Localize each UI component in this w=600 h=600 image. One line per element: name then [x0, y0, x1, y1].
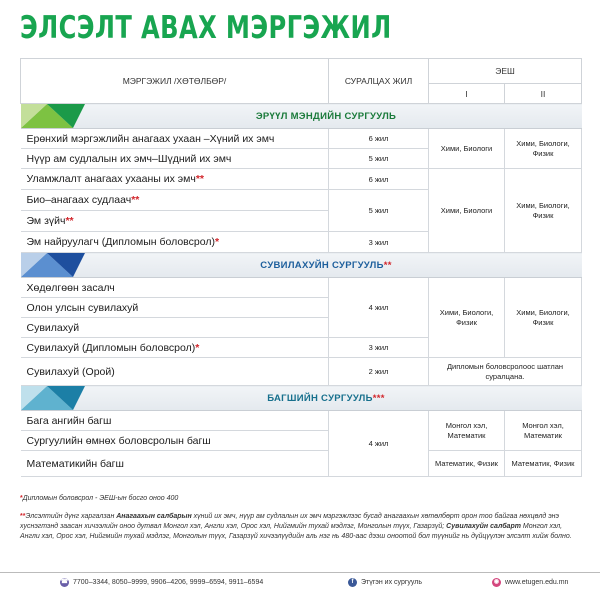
section-teacher-header: [21, 386, 582, 411]
exam2-cell: Хими, Биологи, Физик: [505, 129, 582, 169]
evening-exam-note: Дипломын боловсролоос шатлан суралцана.: [429, 358, 582, 386]
section-decoration-icon: [21, 104, 93, 128]
program-name: Хөдөлгөөн засалч: [26, 281, 115, 294]
program-name: Нүүр ам судлалын их эмч–Шүдний их эмч: [26, 152, 232, 165]
program-name: Эм найруулагч (Дипломын боловсрол): [26, 236, 215, 248]
table-row: [21, 169, 582, 190]
program-name: Олон улсын сувилахуй: [26, 301, 139, 314]
footnote-marker: *: [195, 341, 200, 354]
program-years: 5 жил: [329, 149, 429, 169]
footer-facebook[interactable]: [348, 578, 422, 587]
footnote-marker: *: [214, 236, 220, 248]
exam2-cell: Хими, Биологи, Физик: [505, 278, 582, 358]
footnote-marker: **: [131, 194, 140, 206]
program-name: Сувилахуй: [26, 321, 80, 334]
footnote-2-text-e: Монгол хэл, Англи хэл, Орос хэл, Нийгмийн тухай мэдлэг, Монголын түүх, Газарзүй хичээлүүдийн аль нэг нь 480-аас дээш оноотой бол түүнийг нь дүйцүүлэн элсэлт хийж болно.: [20, 523, 572, 540]
table-row: [21, 278, 582, 298]
section-health-title: ЭРҮҮЛ МЭНДИЙН СУРГУУЛЬ: [255, 110, 397, 122]
section-nursing-header: [21, 253, 582, 278]
table-row: [21, 451, 582, 477]
program-name: Уламжлалт анагаах ухааны их эмч: [26, 173, 196, 185]
footnote-2-text-c: хүний их эмч, нүүр ам судлалын их эмч мэргэжлээс бусад анагаахын хөтөлбөрт орон тоо байгаа нөхцөлд энэ хуснэгтэнд заасан хичээлийн оноо дутвал Монгол хэл, Англи хэл, Орос хэл, Нийгмийн тухай мэдлэг, Монголын түүх, Газарзүй;: [20, 513, 559, 530]
table-row: [21, 411, 582, 431]
exam1-cell: Хими, Биологи: [429, 129, 505, 169]
footer-phone-text: 7700–3344, 8050–9999, 9906–4206, 9999–6594, 9911–6594: [73, 579, 264, 586]
program-years: 5 жил: [329, 190, 429, 232]
footnote-marker: *: [20, 495, 23, 502]
exam1-cell: Монгол хэл, Математик: [429, 411, 505, 451]
exam1-cell: Математик, Физик: [429, 451, 505, 477]
program-name: Математикийн багш: [26, 457, 124, 470]
header-exam-2: II: [505, 84, 582, 104]
exam2-cell: Хими, Биологи, Физик: [505, 169, 582, 253]
section-health-header: [21, 104, 582, 129]
footnote-1-text: Дипломын боловсрол - ЭЕШ-ын босго оноо 400: [22, 495, 179, 502]
facebook-icon: f: [348, 578, 357, 587]
program-years: 2 жил: [329, 358, 429, 386]
section-decoration-icon: [21, 386, 93, 410]
program-name: Ерөнхий мэргэжлийн анагаах ухаан –Хүний их эмч: [26, 132, 275, 145]
table-row: [21, 129, 582, 149]
programs-table: [20, 58, 582, 477]
program-name: Био–анагаах судлаач: [26, 194, 132, 206]
program-years: 4 жил: [329, 411, 429, 477]
footer-phone: [60, 578, 263, 587]
header-exam-1: I: [429, 84, 505, 104]
footnote-marker: ***: [372, 392, 385, 404]
program-name: Сувилахуй (Орой): [26, 365, 115, 378]
program-name: Сургуулийн өмнөх боловсролын багш: [26, 434, 211, 447]
footnote-marker: **: [383, 259, 392, 271]
footer: [0, 572, 600, 591]
footnote-marker: **: [195, 173, 205, 185]
program-years: 3 жил: [329, 338, 429, 358]
section-nursing-title: СУВИЛАХУЙН СУРГУУЛЬ: [260, 259, 384, 271]
section-teacher-title: БАГШИЙН СУРГУУЛЬ: [267, 392, 373, 404]
program-years: 4 жил: [329, 278, 429, 338]
page-title: ЭЛСЭЛТ АВАХ МЭРГЭЖИЛ: [20, 10, 392, 46]
footnote-2-text-a: Элсэлтийн дүнг харгалзан: [25, 513, 117, 520]
program-name: Бага ангийн багш: [26, 414, 112, 427]
program-years: 6 жил: [329, 169, 429, 190]
exam2-cell: Монгол хэл, Математик: [505, 411, 582, 451]
footnote-2-text-d: Сувилахуйн салбарт: [446, 523, 521, 530]
exam1-cell: Хими, Биологи, Физик: [429, 278, 505, 358]
footnote-marker: **: [65, 215, 74, 227]
program-name: Эм зүйч: [26, 215, 66, 227]
footnote-1: [20, 494, 580, 504]
program-years: 3 жил: [329, 232, 429, 253]
footnote-2-text-b: Анагаахын салбарын: [116, 513, 192, 520]
section-decoration-icon: [21, 253, 93, 277]
phone-icon: ☎: [60, 579, 69, 585]
header-exam: ЭЕШ: [429, 59, 582, 84]
globe-icon: ◉: [493, 579, 500, 585]
exam2-cell: Математик, Физик: [505, 451, 582, 477]
program-name: Сувилахуй (Дипломын боловсрол): [26, 341, 196, 354]
program-years: 6 жил: [329, 129, 429, 149]
footer-website-text[interactable]: www.etugen.edu.mn: [505, 579, 569, 586]
footer-facebook-text[interactable]: Этүгэн их сургууль: [361, 579, 422, 586]
exam1-cell: Хими, Биологи: [429, 169, 505, 253]
header-program: МЭРГЭЖИЛ /ХӨТӨЛБӨР/: [21, 59, 329, 104]
table-row: [21, 358, 582, 386]
footnote-marker: **: [20, 513, 26, 520]
header-years: СУРАЛЦАХ ЖИЛ: [329, 59, 429, 104]
footer-website[interactable]: [492, 578, 568, 587]
footnote-2: [20, 512, 580, 542]
